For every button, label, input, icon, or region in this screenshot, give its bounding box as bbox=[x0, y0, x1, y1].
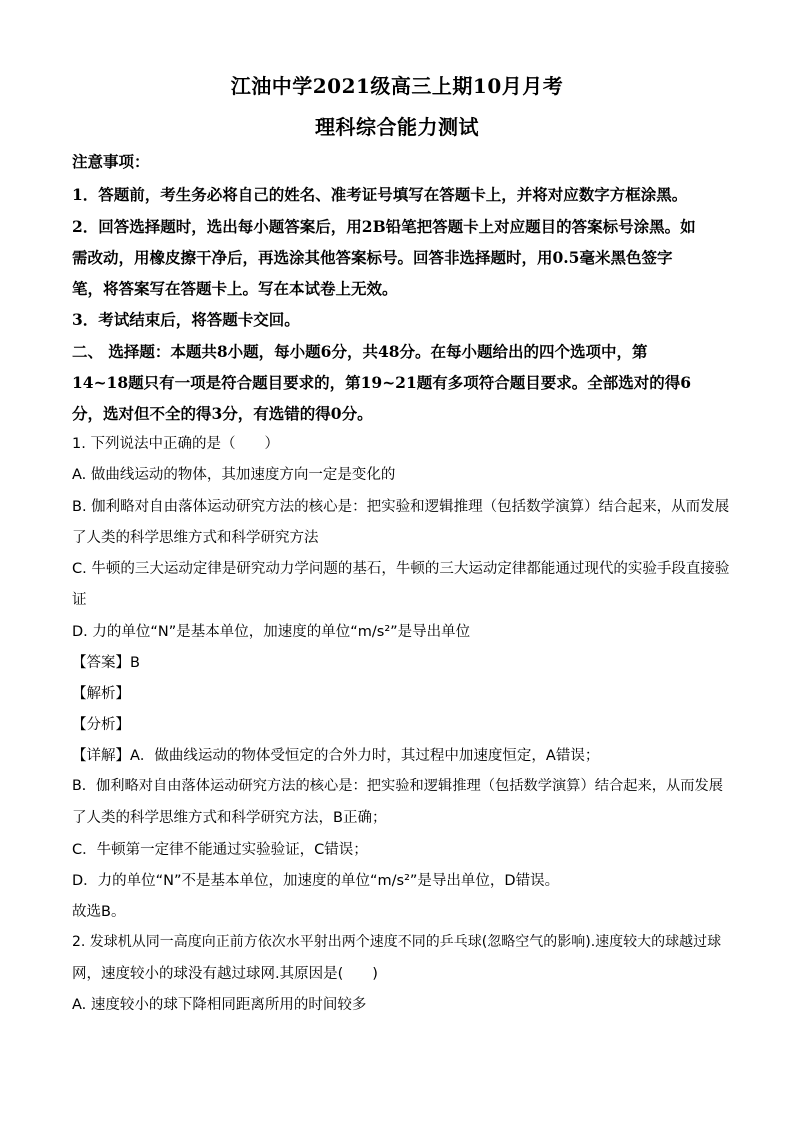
notice-item-1: 1．答题前，考生务必将自己的姓名、准考证号填写在答题卡上，并将对应数字方框涂黑。 bbox=[72, 185, 688, 204]
q2-stem-line-1: 2. 发球机从同一高度向正前方依次水平射出两个速度不同的乒乓球(忽略空气的影响).速度较大的球越过球 bbox=[72, 934, 722, 950]
q2-option-a: A. 速度较小的球下降相同距离所用的时间较多 bbox=[72, 997, 367, 1013]
q1-option-d: D. 力的单位“N”是基本单位，加速度的单位“m/s²”是导出单位 bbox=[72, 624, 471, 640]
q1-fenxi-label: 【分析】 bbox=[72, 717, 130, 733]
q1-detail-b-line-1: B．伽利略对自由落体运动研究方法的核心是：把实验和逻辑推理（包括数学演算）结合起来，从而发展 bbox=[72, 778, 724, 794]
notice-item-2-line-2: 需改动，用橡皮擦干净后，再选涂其他答案标号。回答非选择题时，用0.5毫米黑色签字 bbox=[72, 248, 673, 267]
q1-analysis-label: 【解析】 bbox=[72, 686, 130, 702]
q1-detail-a: 【详解】A．做曲线运动的物体受恒定的合外力时，其过程中加速度恒定，A错误； bbox=[72, 748, 600, 764]
q1-option-c-line-1: C. 牛顿的三大运动定律是研究动力学问题的基石，牛顿的三大运动定律都能通过现代的实验手段直接验 bbox=[72, 561, 730, 577]
q1-conclusion: 故选B。 bbox=[72, 904, 126, 920]
notice-item-2-line-1: 2．回答选择题时，选出每小题答案后，用2B铅笔把答题卡上对应题目的答案标号涂黑。如 bbox=[72, 217, 696, 236]
notice-heading: 注意事项： bbox=[72, 152, 150, 171]
section-instructions-line-1: 二、 选择题：本题共8小题，每小题6分，共48分。在每小题给出的四个选项中，第 bbox=[72, 342, 648, 361]
q1-detail-b-line-2: 了人类的科学思维方式和科学研究方法，B正确； bbox=[72, 810, 387, 826]
section-instructions-line-3: 分，选对但不全的得3分，有选错的得0分。 bbox=[72, 404, 373, 423]
q1-detail-c: C．牛顿第一定律不能通过实验验证，C错误； bbox=[72, 842, 368, 858]
exam-subtitle: 理科综合能力测试 bbox=[315, 115, 479, 139]
q1-option-b-line-2: 了人类的科学思维方式和科学研究方法 bbox=[72, 530, 319, 546]
q1-answer: 【答案】B bbox=[72, 655, 140, 671]
q1-option-b-line-1: B. 伽利略对自由落体运动研究方法的核心是：把实验和逻辑推理（包括数学演算）结合起来，从而发展 bbox=[72, 499, 730, 515]
q2-stem-line-2: 网，速度较小的球没有越过球网.其原因是( ) bbox=[72, 966, 378, 982]
section-instructions-line-2: 14~18题只有一项是符合题目要求的，第19~21题有多项符合题目要求。全部选对的得6 bbox=[72, 373, 692, 392]
q1-detail-d: D．力的单位“N”不是基本单位，加速度的单位“m/s²”是导出单位，D错误。 bbox=[72, 873, 560, 889]
notice-item-3: 3．考试结束后，将答题卡交回。 bbox=[72, 310, 300, 329]
q1-stem: 1. 下列说法中正确的是（ ） bbox=[72, 436, 279, 452]
exam-title: 江油中学2021级高三上期10月月考 bbox=[230, 74, 564, 98]
q1-option-c-line-2: 证 bbox=[72, 592, 87, 608]
notice-item-2-line-3: 笔，将答案写在答题卡上。写在本试卷上无效。 bbox=[72, 279, 398, 298]
q1-option-a: A. 做曲线运动的物体，其加速度方向一定是变化的 bbox=[72, 467, 396, 483]
